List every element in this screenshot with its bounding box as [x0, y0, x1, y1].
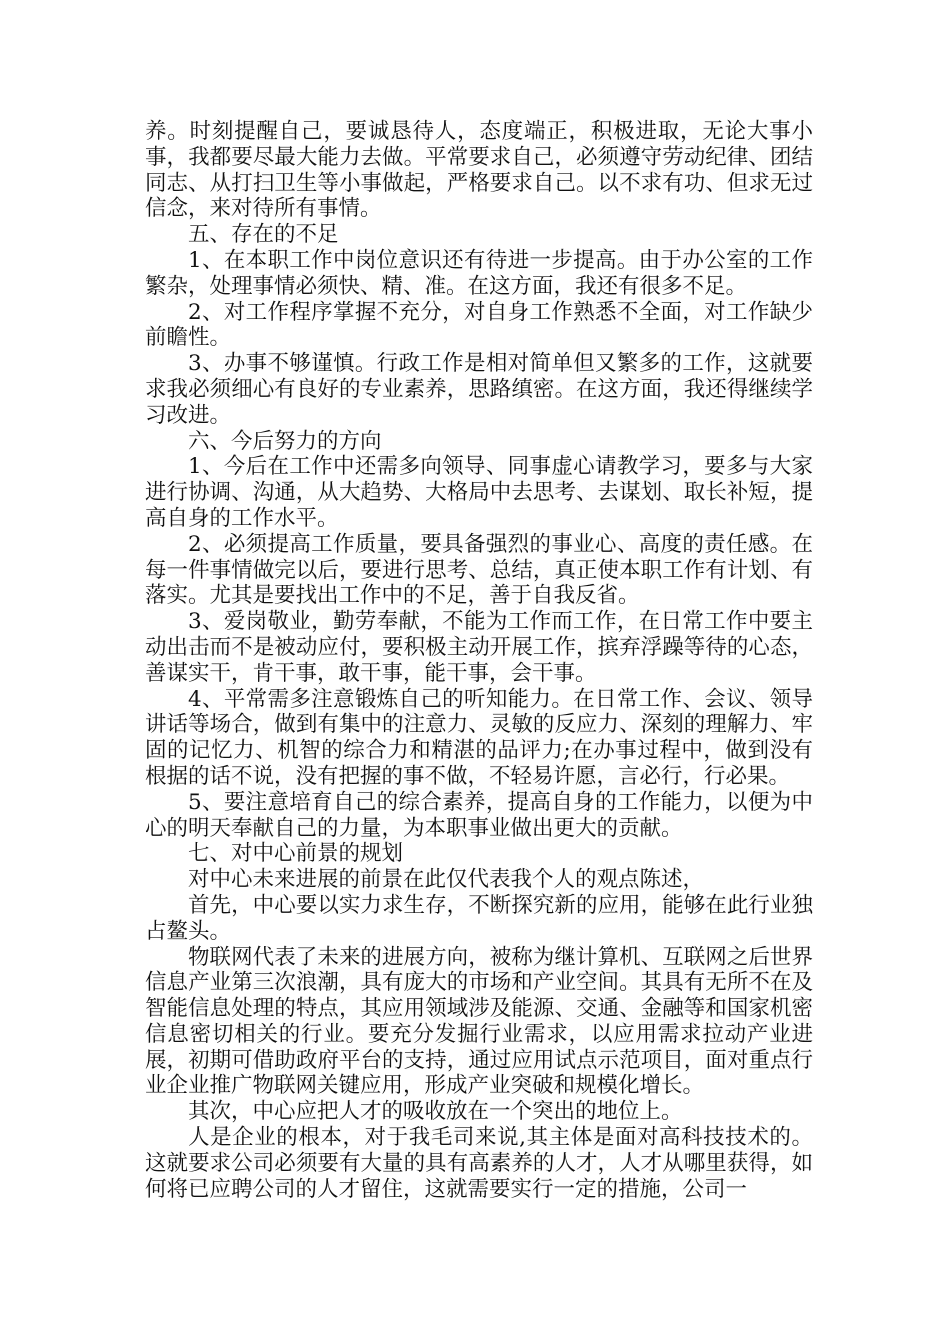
paragraph: 对中心未来进展的前景在此仅代表我个人的观点陈述，	[188, 867, 705, 893]
paragraph: 2、必须提高工作质量，要具备强烈的事业心、高度的责任感。在每一件事情做完以后，要进行思考、总结，真正使本职工作有计划、有落实。尤其是要找出工作中的不足，善于自我反省。	[145, 531, 813, 609]
paragraph: 3、办事不够谨慎。行政工作是相对简单但又繁多的工作，这就要求我必须细心有良好的专业素养，思路缜密。在这方面，我还得继续学习改进。	[145, 351, 813, 428]
paragraph: 4、平常需多注意锻炼自己的听知能力。在日常工作、会议、领导讲话等场合，做到有集中的注意力、灵敏的反应力、深刻的理解力、牢固的记忆力、机智的综合力和精湛的品评力;在办事过程中，做到没有根据的话不说，没有把握的事不做，不轻易许愿，言必行，行必果。	[145, 686, 813, 789]
paragraph: 1、今后在工作中还需多向领导、同事虚心请教学习，要多与大家进行协调、沟通，从大趋势、大格局中去思考、去谋划、取长补短，提高自身的工作水平。	[145, 454, 813, 531]
paragraph: 首先，中心要以实力求生存，不断探究新的应用，能够在此行业独占鳌头。	[145, 892, 813, 944]
paragraph: 人是企业的根本，对于我毛司来说,其主体是面对高科技技术的。这就要求公司必须要有大量的具有高素养的人才，人才从哪里获得，如何将已应聘公司的人才留住，这就需要实行一定的措施，公司一	[145, 1125, 813, 1202]
paragraph: 其次，中心应把人才的吸收放在一个突出的地位上。	[188, 1099, 683, 1125]
paragraph: 2、对工作程序掌握不充分，对自身工作熟悉不全面，对工作缺少前瞻性。	[145, 299, 813, 351]
paragraph: 1、在本职工作中岗位意识还有待进一步提高。由于办公室的工作繁杂，处理事情必须快、精、准。在这方面，我还有很多不足。	[145, 247, 813, 299]
section-heading-5: 五、存在的不足	[188, 222, 339, 248]
section-heading-6: 六、今后努力的方向	[188, 428, 382, 454]
paragraph: 5、要注意培育自己的综合素养，提高自身的工作能力，以便为中心的明天奉献自己的力量，为本职事业做出更大的贡献。	[145, 789, 813, 841]
paragraph: 3、爱岗敬业，勤劳奉献，不能为工作而工作，在日常工作中要主动出击而不是被动应付，要积极主动开展工作，摈弃浮躁等待的心态，善谋实干，肯干事，敢干事，能干事，会干事。	[145, 609, 813, 686]
paragraph-continuation: 养。时刻提醒自己，要诚恳待人，态度端正，积极进取，无论大事小事，我都要尽最大能力去做。平常要求自己，必须遵守劳动纪律、团结同志、从打扫卫生等小事做起，严格要求自己。以不求有功、但求无过信念，来对待所有事情。	[145, 119, 813, 222]
paragraph: 物联网代表了未来的进展方向，被称为继计算机、互联网之后世界信息产业第三次浪潮，具有庞大的市场和产业空间。其具有无所不在及智能信息处理的特点，其应用领域涉及能源、交通、金融等和国家机密信息密切相关的行业。要充分发掘行业需求，以应用需求拉动产业进展，初期可借助政府平台的支持，通过应用试点示范项目，面对重点行业企业推广物联网关键应用，形成产业突破和规模化增长。	[145, 944, 813, 1099]
document-body	[145, 119, 813, 1202]
section-heading-7: 七、对中心前景的规划	[188, 841, 404, 867]
